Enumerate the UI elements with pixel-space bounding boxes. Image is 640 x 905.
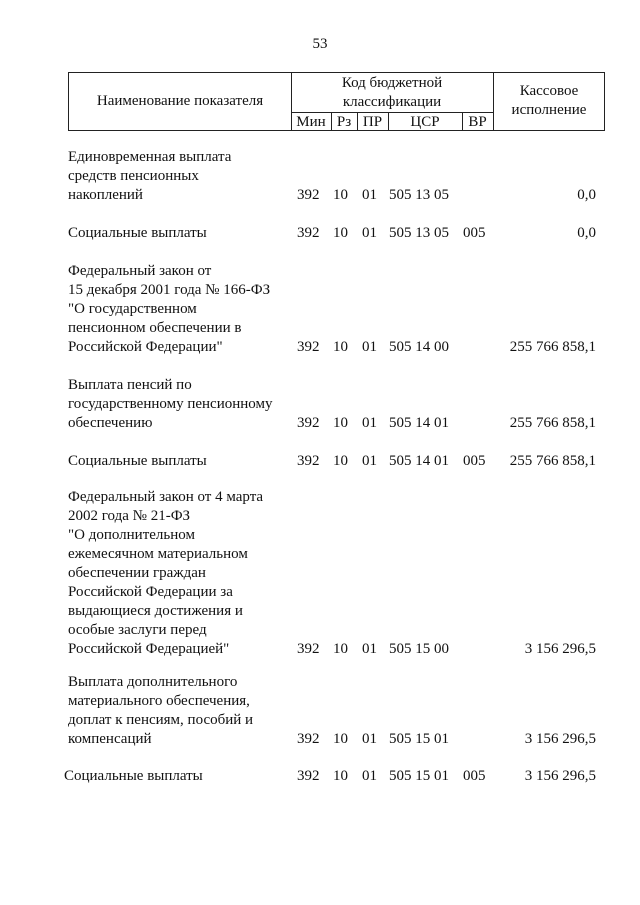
- row-rz: 10: [333, 641, 348, 657]
- row-label: Федеральный закон от 4 марта 2002 года № 21-ФЗ "О дополнительном ежемесячном материальном обеспечении граждан Российской Федерации за выдающиеся достижения и особые заслуги перед Российской Федерацией": [68, 489, 264, 657]
- row-amount: 0,0: [577, 187, 596, 203]
- row-amount: 3 156 296,5: [524, 768, 596, 784]
- row-label: Выплата пенсий по государственному пенсионному обеспечению: [68, 377, 273, 431]
- row-pr: 01: [362, 768, 377, 784]
- row-csr: 505 15 00: [389, 641, 449, 657]
- row-csr: 505 15 01: [389, 768, 449, 784]
- table-row: [0, 376, 640, 433]
- header-amount-line1: Кассовое: [519, 83, 579, 99]
- header-code-line1: Код бюджетной: [341, 75, 443, 91]
- row-min: 392: [297, 453, 320, 469]
- row-min: 392: [297, 415, 320, 431]
- header-amount-line2: исполнение: [511, 102, 587, 118]
- row-label: Федеральный закон от 15 декабря 2001 года № 166-ФЗ "О государственном пенсионном обеспечении в Российской Федерации": [68, 263, 271, 355]
- page-number: 53: [312, 36, 328, 52]
- row-min: 392: [297, 768, 320, 784]
- header-pr: ПР: [362, 114, 383, 130]
- row-label: Социальные выплаты: [68, 225, 207, 241]
- row-rz: 10: [333, 731, 348, 747]
- row-amount: 3 156 296,5: [524, 731, 596, 747]
- table-row: [0, 452, 640, 471]
- row-min: 392: [297, 641, 320, 657]
- row-min: 392: [297, 339, 320, 355]
- table-row: [0, 262, 640, 357]
- row-csr: 505 14 00: [389, 339, 449, 355]
- row-vr: 005: [463, 768, 486, 784]
- row-label: Единовременная выплата средств пенсионных накоплений: [68, 149, 232, 203]
- row-pr: 01: [362, 187, 377, 203]
- row-min: 392: [297, 731, 320, 747]
- header-code-group: [291, 74, 493, 112]
- header-name: [69, 92, 291, 111]
- row-rz: 10: [333, 339, 348, 355]
- table-row: [0, 673, 640, 749]
- row-amount: 255 766 858,1: [509, 453, 596, 469]
- header-vr: ВР: [468, 114, 487, 130]
- row-label: Социальные выплаты: [68, 453, 207, 469]
- row-csr: 505 14 01: [389, 415, 449, 431]
- row-csr: 505 14 01: [389, 453, 449, 469]
- row-rz: 10: [333, 415, 348, 431]
- row-rz: 10: [333, 453, 348, 469]
- header-rz: Рз: [336, 114, 352, 130]
- row-amount: 0,0: [577, 225, 596, 241]
- row-pr: 01: [362, 415, 377, 431]
- row-pr: 01: [362, 453, 377, 469]
- row-min: 392: [297, 225, 320, 241]
- row-pr: 01: [362, 641, 377, 657]
- row-vr: 005: [463, 225, 486, 241]
- row-csr: 505 13 05: [389, 187, 449, 203]
- row-label: Выплата дополнительного материального обеспечения, доплат к пенсиям, пособий и компенсаций: [68, 674, 254, 747]
- header-min: Мин: [296, 114, 326, 130]
- row-pr: 01: [362, 339, 377, 355]
- row-vr: 005: [463, 453, 486, 469]
- row-pr: 01: [362, 225, 377, 241]
- header-name-label: Наименование показателя: [96, 93, 264, 109]
- row-pr: 01: [362, 731, 377, 747]
- row-min: 392: [297, 187, 320, 203]
- table-row: [0, 148, 640, 205]
- row-amount: 255 766 858,1: [509, 415, 596, 431]
- row-rz: 10: [333, 768, 348, 784]
- header-csr: ЦСР: [410, 114, 440, 130]
- row-amount: 255 766 858,1: [509, 339, 596, 355]
- row-rz: 10: [333, 187, 348, 203]
- row-amount: 3 156 296,5: [524, 641, 596, 657]
- table-row: [0, 488, 640, 659]
- header-amount: [493, 82, 605, 120]
- table-row: [0, 767, 640, 786]
- table-header: [68, 72, 605, 131]
- row-csr: 505 15 01: [389, 731, 449, 747]
- table-row: [0, 224, 640, 243]
- row-csr: 505 13 05: [389, 225, 449, 241]
- row-rz: 10: [333, 225, 348, 241]
- row-label: Социальные выплаты: [64, 768, 203, 784]
- header-code-line2: классификации: [342, 94, 442, 110]
